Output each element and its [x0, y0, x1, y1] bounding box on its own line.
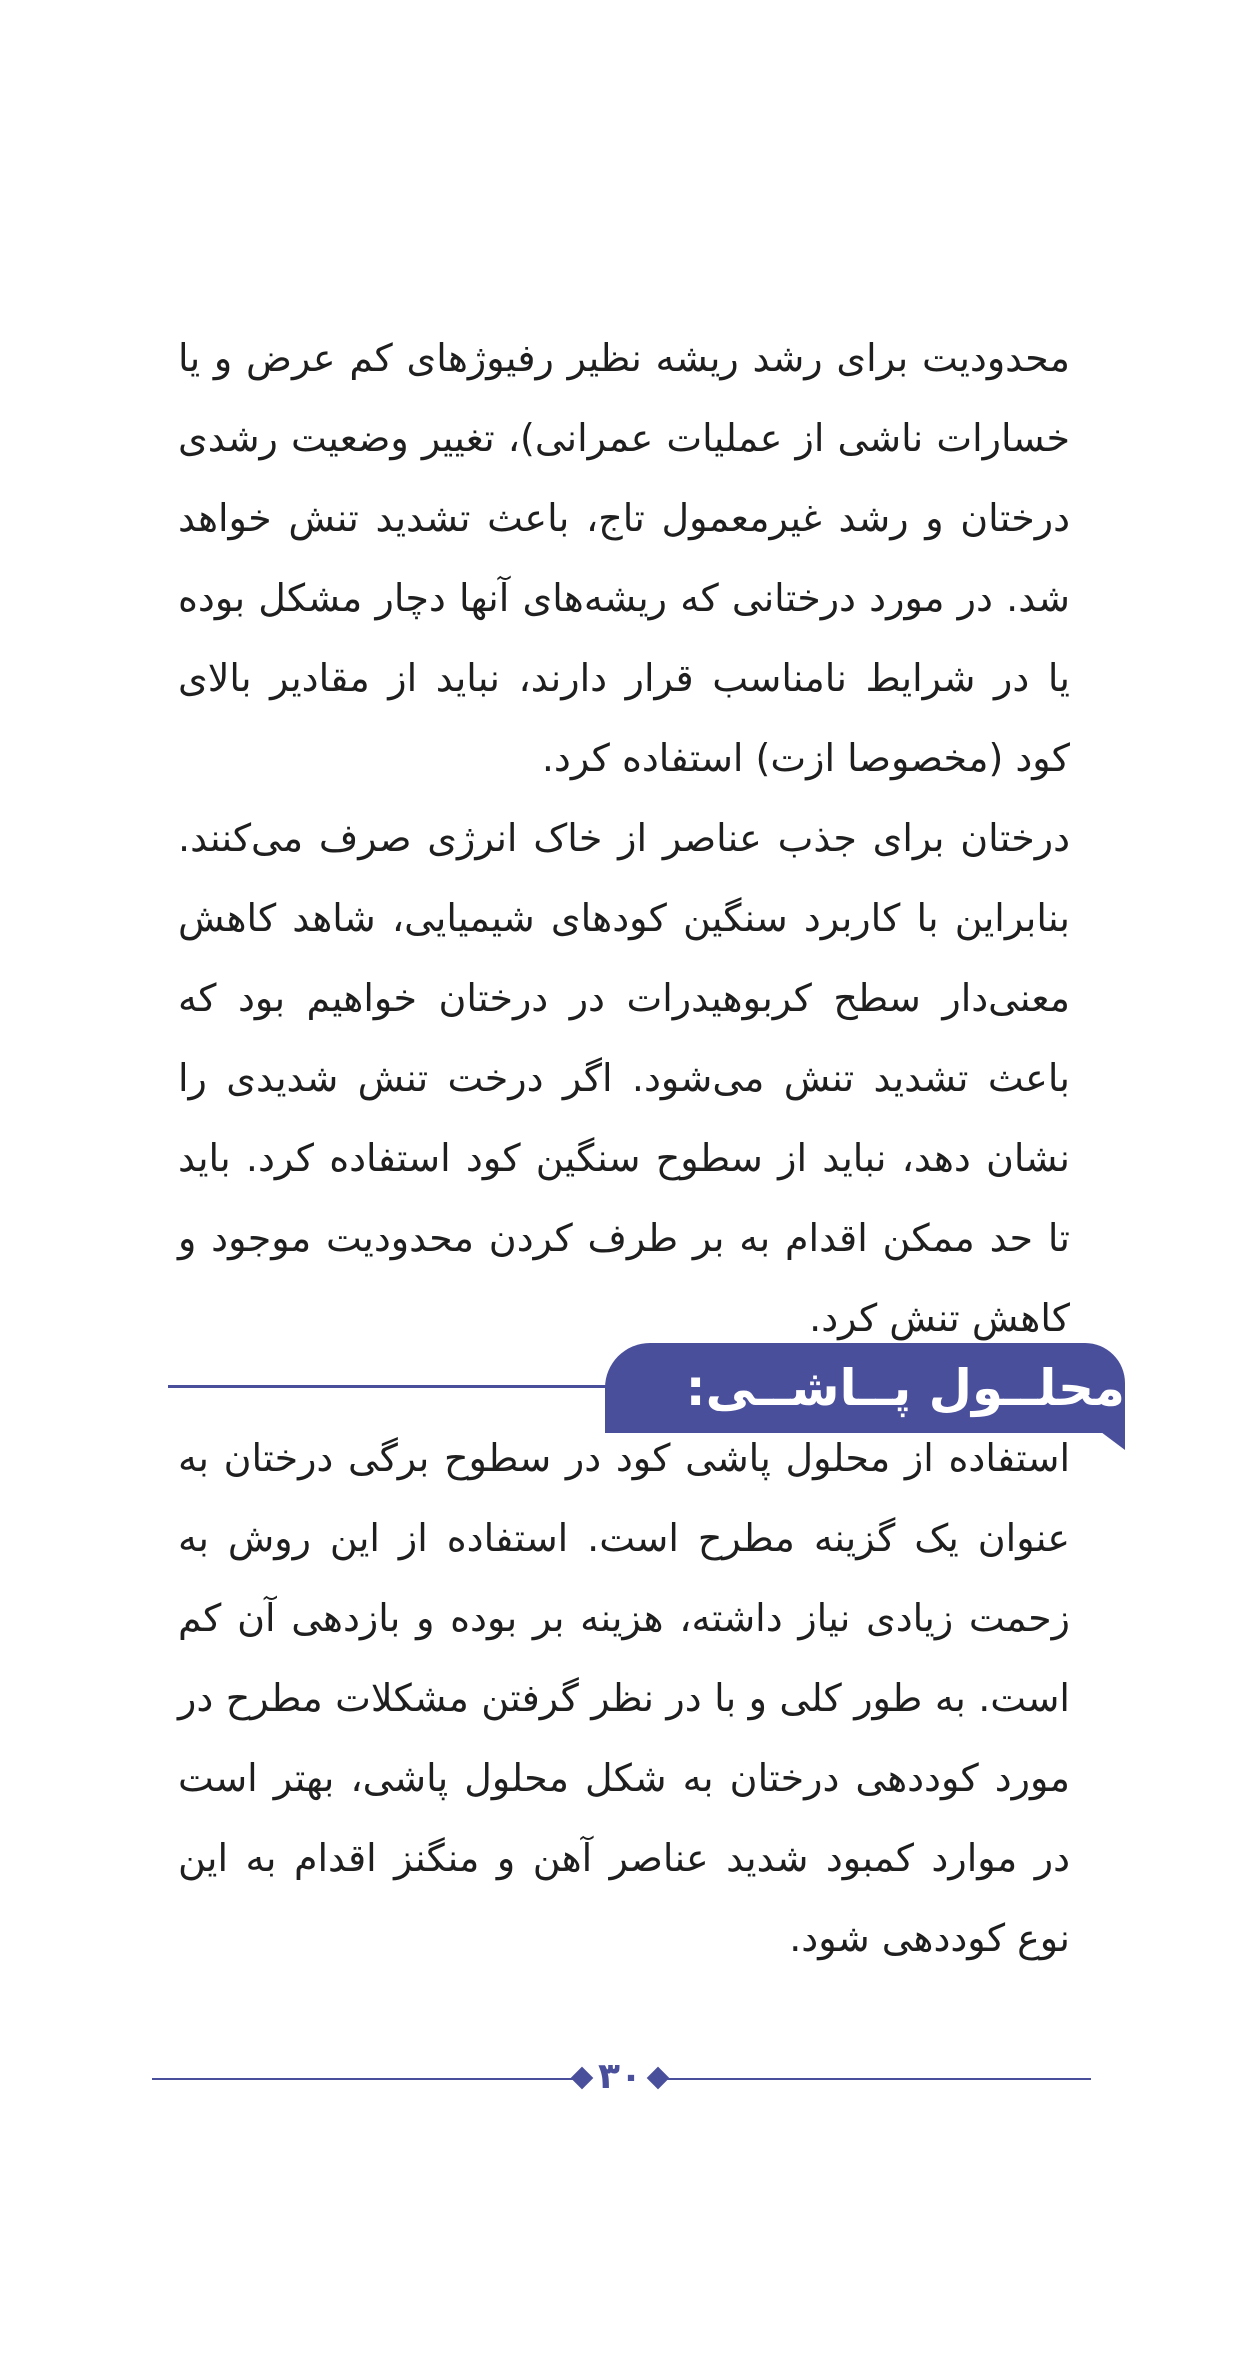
section-heading-tab-tail — [1085, 1420, 1125, 1450]
paragraph-foliar-spray: استفاده از محلول پاشی کود در سطوح برگی درختان به عنوان یک گزینه مطرح است. استفاده از این روش به زحمت زیادی نیاز داشته، هزینه بر بوده و بازدهی آن کم است. به طور کلی و با در نظر گرفتن مشکلات مطرح در مورد کوددهی درختان به شکل محلول پاشی، بهتر است در موارد کمبود شدید عناصر آهن و منگنز اقدام به این نوع کوددهی شود. — [178, 1436, 1070, 1960]
page-number: ۳۰ — [598, 2056, 642, 2097]
footer-rule-left — [152, 2078, 577, 2080]
paragraph-nutrient-uptake: درختان برای جذب عناصر از خاک انرژی صرف می‌کنند. بنابراین با کاربرد سنگین کودهای شیمیایی، شاهد کاهش معنی‌دار سطح کربوهیدرات در درختان خواهیم بود که باعث تشدید تنش می‌شود. اگر درخت تنش شدیدی را نشان دهد، نباید از سطوح سنگین کود استفاده کرد. باید تا حد ممکن اقدام به بر طرف کردن محدودیت موجود و کاهش تنش کرد. — [178, 816, 1070, 1340]
body-text-bottom — [178, 1418, 1070, 1978]
section-heading: محلــول پــاشــی: — [685, 1359, 1125, 1417]
paragraph-fertilizer-limits: محدودیت برای رشد ریشه نظیر رفیوژهای کم عرض و یا خسارات ناشی از عملیات عمرانی)، تغییر وضعیت رشدی درختان و رشد غیرمعمول تاج، باعث تشدید تنش خواهد شد. در مورد درختانی که ریشه‌های آنها دچار مشکل بوده یا در شرایط نامناسب قرار دارند، نباید از مقادیر بالای کود (مخصوصا ازت) استفاده کرد. — [178, 336, 1070, 780]
body-text-top — [178, 318, 1070, 1358]
section-heading-rule — [168, 1385, 638, 1388]
footer-rule-right — [663, 2078, 1091, 2080]
